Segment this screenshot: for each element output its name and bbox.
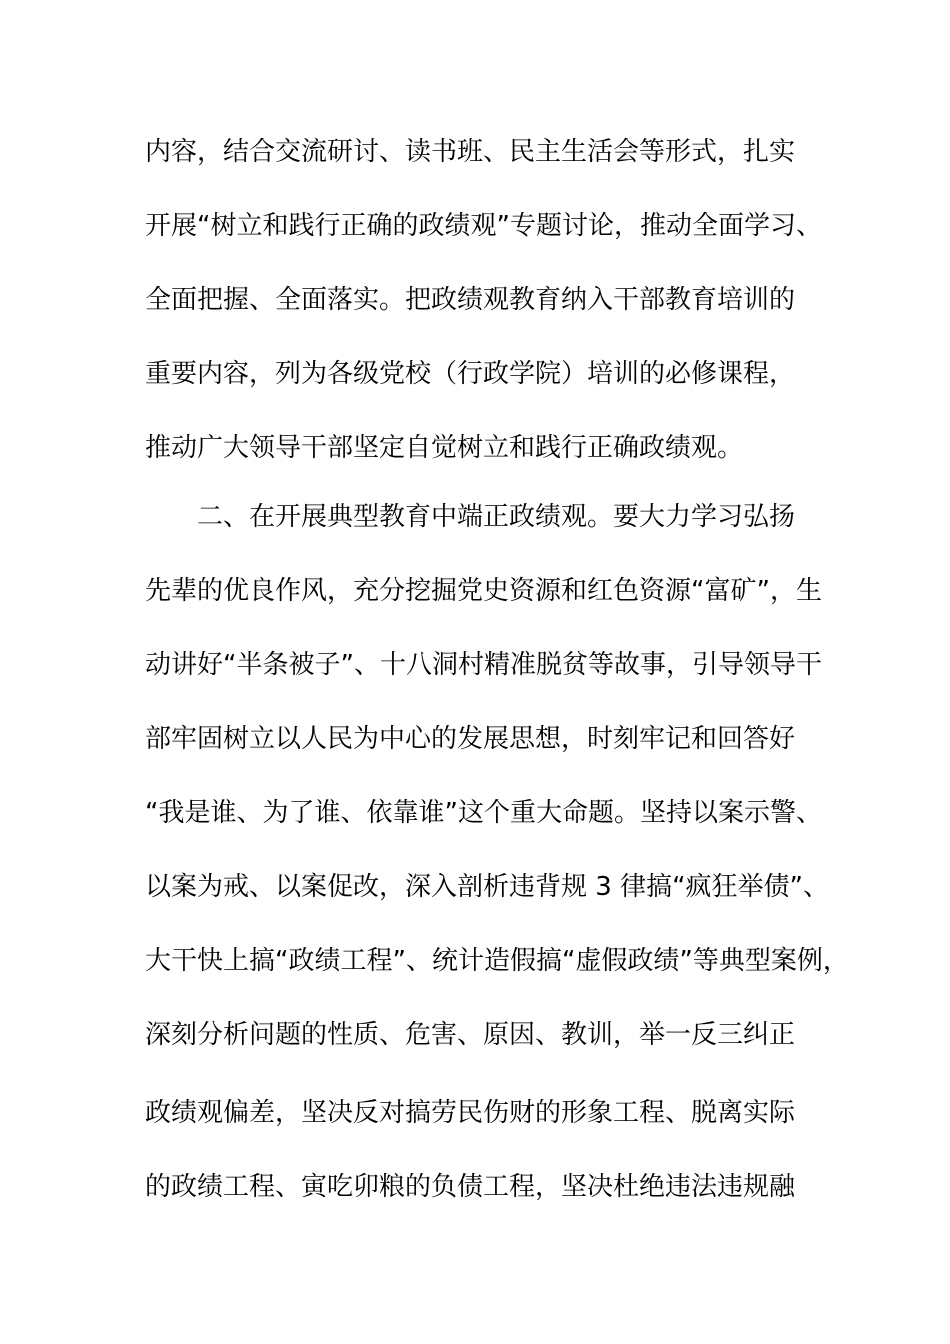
text-line: 内容，结合交流研讨、读书班、民主生活会等形式，扎实 <box>145 137 796 167</box>
text-line: 先辈的优良作风，充分挖掘党史资源和红色资源“富矿”，生 <box>145 576 822 606</box>
text-line: 重要内容，列为各级党校（行政学院）培训的必修课程， <box>145 359 796 389</box>
text-line: 部牢固树立以人民为中心的发展思想，时刻牢记和回答好 <box>145 724 796 754</box>
text-line: 全面把握、全面落实。把政绩观教育纳入干部教育培训的 <box>145 285 796 315</box>
text-line: 政绩观偏差，坚决反对搞劳民伤财的形象工程、脱离实际 <box>145 1098 796 1128</box>
text-line: “我是谁、为了谁、依靠谁”这个重大命题。坚持以案示警、 <box>145 798 822 828</box>
text-line: 开展“树立和践行正确的政绩观”专题讨论，推动全面学习、 <box>145 211 822 241</box>
text-line: 大干快上搞“政绩工程”、统计造假搞“虚假政绩”等典型案例， <box>145 946 849 976</box>
text-line: 的政绩工程、寅吃卯粮的负债工程，坚决杜绝违法违规融 <box>145 1172 796 1202</box>
text-line: 深刻分析问题的性质、危害、原因、教训，举一反三纠正 <box>145 1020 796 1050</box>
paragraph-heading-line: 二、在开展典型教育中端正政绩观。要大力学习弘扬 <box>197 502 796 532</box>
text-line: 推动广大领导干部坚定自觉树立和践行正确政绩观。 <box>145 433 744 463</box>
text-line: 以案为戒、以案促改，深入剖析违背规 3 律搞“疯狂举债”、 <box>145 872 830 902</box>
text-line: 动讲好“半条被子”、十八洞村精准脱贫等故事，引导领导干 <box>145 650 822 680</box>
